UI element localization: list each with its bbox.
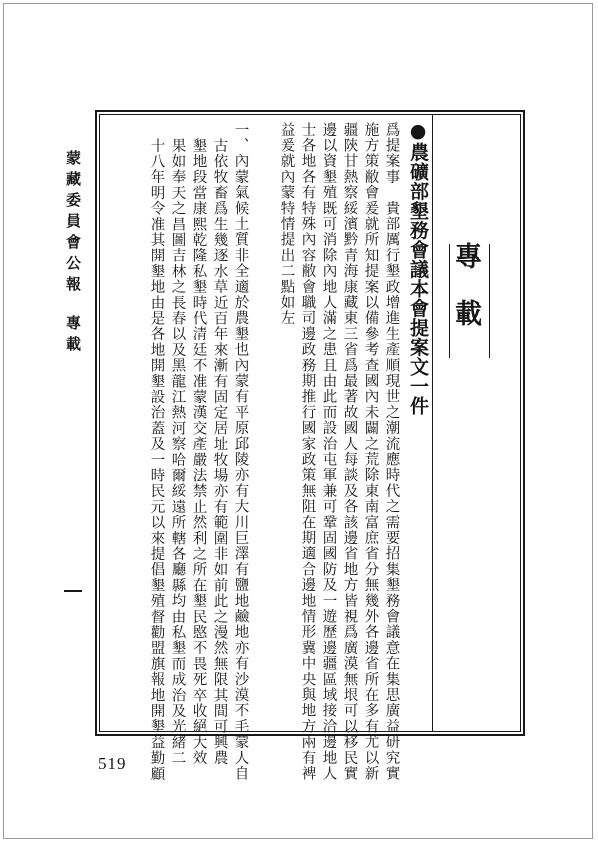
- body-column: 墾地段當康熙乾隆私墾時代清廷不准蒙漢交產嚴法禁止然利之所在墾民愍不畏死卒收絕大效: [190, 138, 207, 766]
- title-divider: [432, 114, 433, 732]
- body-column: 果如奉天之昌圖吉林之長春以及黑龍江熱河察哈爾綏遠所轄各廳縣均由私墾而成治及光緒二: [169, 138, 186, 766]
- section-title: 專載: [450, 242, 481, 356]
- body-column: 邊以資墾殖既可消除內地人滿之患且由此而設治屯軍兼可鞏固國防及一遊歷邊疆區域接洽邊地人: [320, 122, 337, 782]
- page-number: 519: [98, 754, 127, 773]
- body-column: 施方策敝會爰就所知提案以備參考查國內未闢之荒除東南富庶省分無幾外各邊省所在多有尤以新: [362, 122, 379, 782]
- body-column: 士各地各有特殊內容敝會職司邊政務期推行國家政策無阻在期適合邊地情形冀中央與地方兩有裨: [299, 122, 316, 782]
- folio-mark: [64, 590, 82, 592]
- body-column: 疆陝甘熱察綏濱黔青海康藏東三省爲最著故國人每談及各該邊省地方皆視爲廣漠無垠可以移民實: [341, 122, 358, 782]
- document-title: ●農礦部墾務會議本會提案文一件: [407, 120, 429, 416]
- body-column: 爲提案事 貴部厲行墾政增進生產順現世之潮流應時代之需要招集墾務會議意在集思廣益研究實: [383, 122, 400, 782]
- body-column: 益爰就內蒙特情提出二點如左: [278, 122, 295, 327]
- body-column: 十八年明令准其開墾地由是各地開墾設治蓋及一時民元以來提倡墾殖督勸盟旗報地開墾益勤顧: [148, 138, 165, 782]
- running-head: [65, 150, 80, 357]
- title-rule-right: [489, 244, 490, 358]
- running-section: 專載: [64, 315, 82, 357]
- body-column: 一、內蒙氣候土質非全適於農墾也內蒙有平原邱陵亦有大川巨澤有鹽地鹼地亦有沙漠不毛蒙人自: [232, 122, 249, 782]
- body-column: 古依牧畜爲生幾逐水草近百年來漸有固定居址牧場亦有範圍非如前此之漫然無限其間可興農: [211, 138, 228, 766]
- publication-name: 蒙藏委員會公報: [64, 150, 82, 297]
